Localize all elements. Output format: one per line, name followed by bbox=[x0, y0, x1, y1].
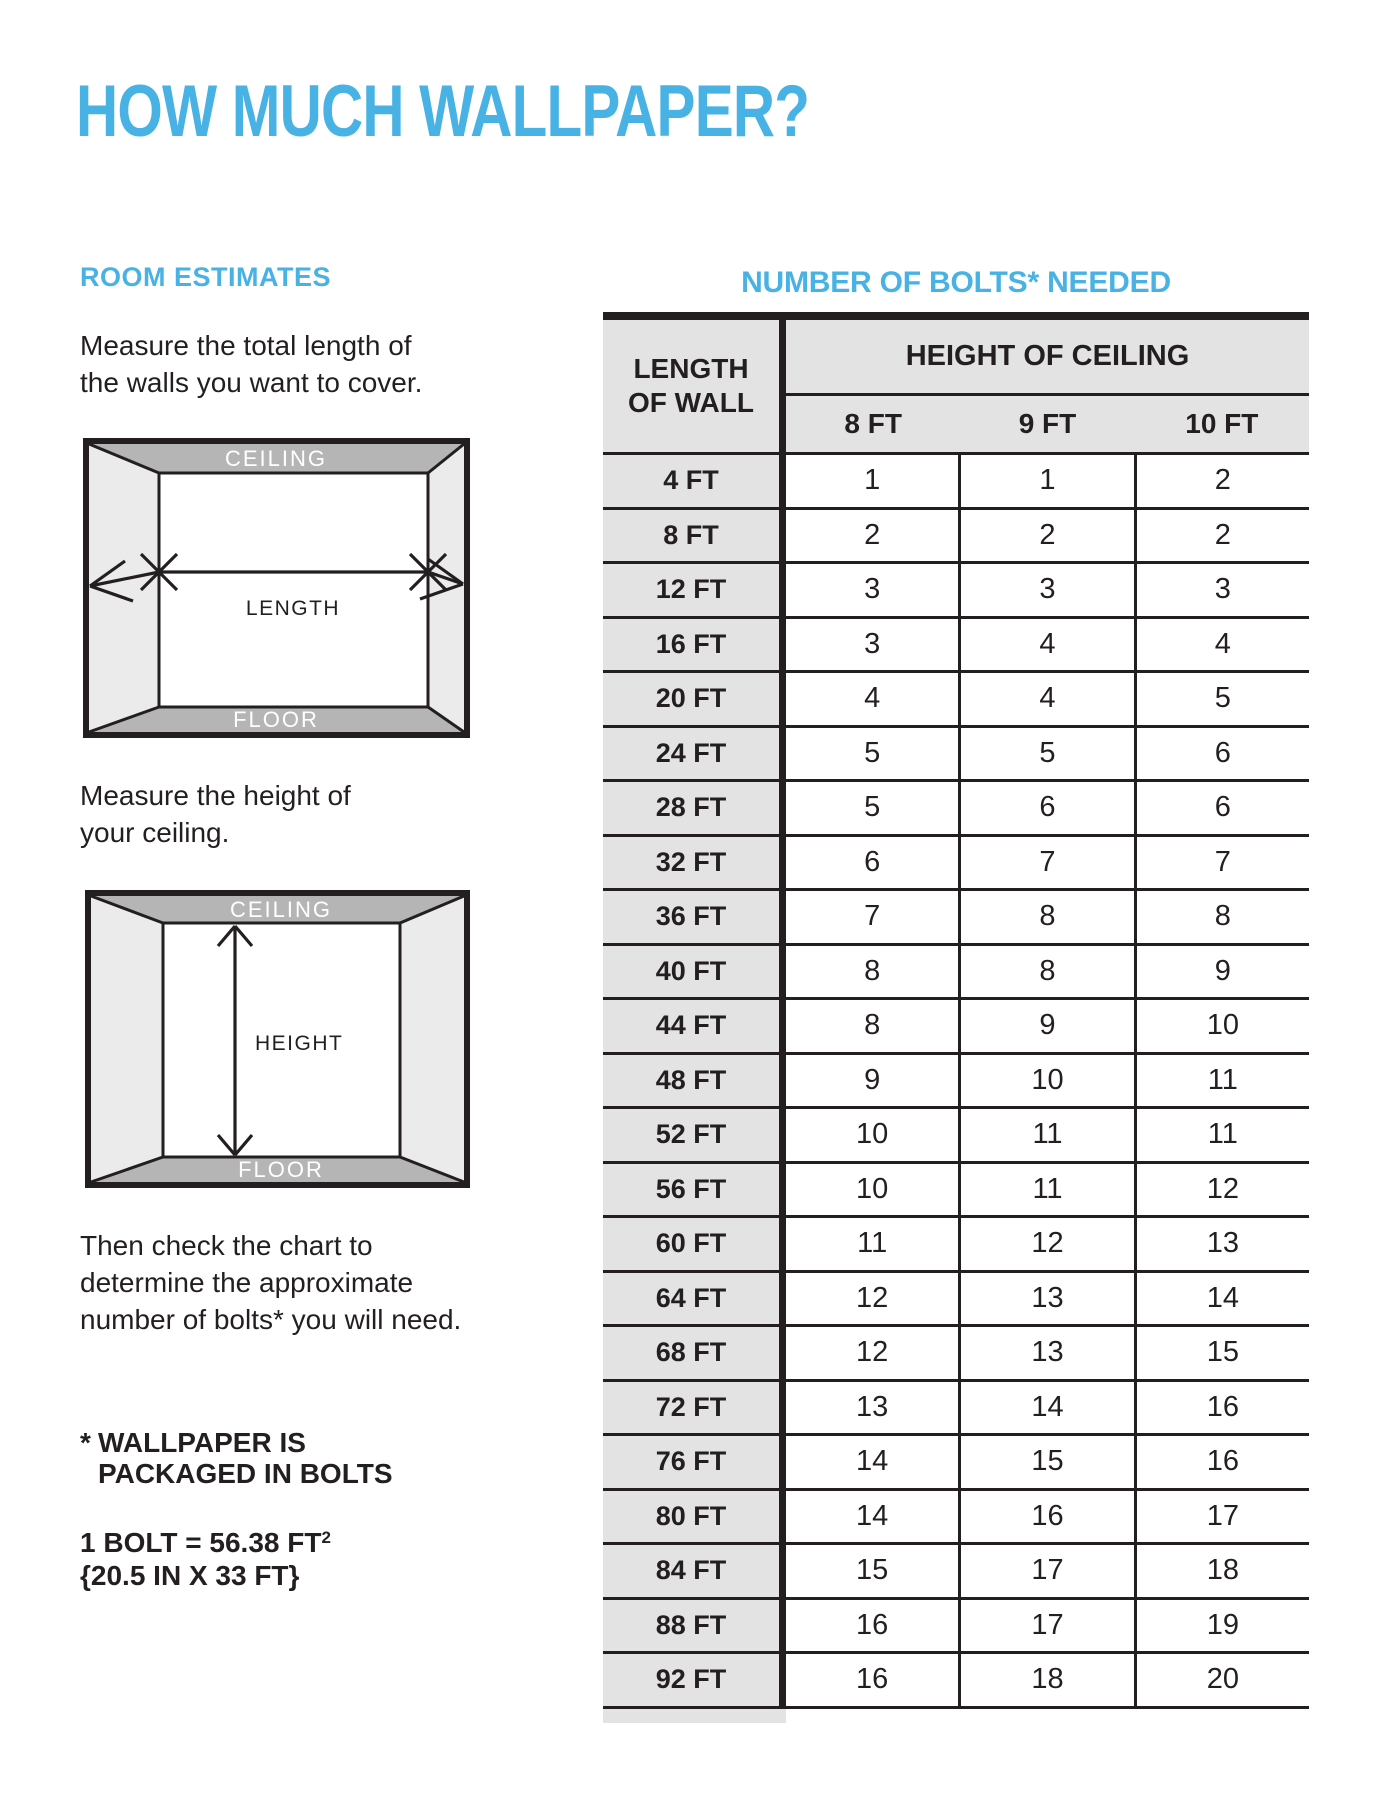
bolt-count-cell: 10 bbox=[1134, 1000, 1309, 1052]
bolt-count-cell: 12 bbox=[786, 1273, 958, 1325]
instruction-line: number of bolts* you will need. bbox=[80, 1304, 462, 1335]
table-header bbox=[603, 320, 1309, 455]
wall-length-label: 92 FT bbox=[603, 1654, 786, 1706]
measure-height-instruction bbox=[80, 777, 351, 851]
table-row bbox=[603, 782, 1309, 837]
bolt-count-cell: 18 bbox=[1134, 1545, 1309, 1597]
wall-length-label: 68 FT bbox=[603, 1327, 786, 1379]
table-row bbox=[603, 619, 1309, 674]
bolt-count-cell: 17 bbox=[958, 1545, 1133, 1597]
bolt-count-cell: 13 bbox=[958, 1273, 1133, 1325]
wall-length-label: 20 FT bbox=[603, 673, 786, 725]
bolt-count-cell: 1 bbox=[786, 455, 958, 507]
bolt-count-cell: 6 bbox=[958, 782, 1133, 834]
table-row bbox=[603, 1600, 1309, 1655]
height-of-ceiling-header: HEIGHT OF CEILING bbox=[786, 320, 1309, 396]
table-row bbox=[603, 891, 1309, 946]
wall-length-label: 4 FT bbox=[603, 455, 786, 507]
instruction-line: determine the approximate bbox=[80, 1267, 414, 1298]
bolt-equation: 1 BOLT = 56.38 $FT^2$ bbox=[80, 1527, 331, 1558]
bolt-count-cell: 3 bbox=[786, 619, 958, 671]
table-row bbox=[603, 673, 1309, 728]
bolt-count-cell: 8 bbox=[1134, 891, 1309, 943]
bolt-count-cell: 2 bbox=[786, 510, 958, 562]
wall-length-label: 52 FT bbox=[603, 1109, 786, 1161]
bolt-count-cell: 9 bbox=[1134, 946, 1309, 998]
wall-length-label: 36 FT bbox=[603, 891, 786, 943]
bolt-count-cell: 6 bbox=[1134, 782, 1309, 834]
bolt-count-cell: 11 bbox=[1134, 1109, 1309, 1161]
table-row bbox=[603, 837, 1309, 892]
bolt-count-cell: 5 bbox=[786, 728, 958, 780]
bolt-count-cell: 2 bbox=[1134, 455, 1309, 507]
instruction-line: Measure the height of bbox=[80, 780, 351, 811]
check-chart-instruction bbox=[80, 1227, 461, 1338]
room-height-diagram bbox=[85, 890, 470, 1188]
bolt-count-cell: 2 bbox=[958, 510, 1133, 562]
bolt-count-cell: 16 bbox=[786, 1600, 958, 1652]
bolt-count-cell: 9 bbox=[958, 1000, 1133, 1052]
table-row bbox=[603, 1436, 1309, 1491]
instruction-line: the walls you want to cover. bbox=[80, 367, 423, 398]
column-header-8ft: 8 FT bbox=[844, 408, 902, 439]
bolt-count-cell: 13 bbox=[958, 1327, 1133, 1379]
table-body bbox=[603, 455, 1309, 1709]
back-wall bbox=[159, 473, 428, 707]
bolt-count-cell: 12 bbox=[958, 1218, 1133, 1270]
bolt-count-cell: 14 bbox=[786, 1436, 958, 1488]
table-row bbox=[603, 1055, 1309, 1110]
instruction-line: Measure the total length of bbox=[80, 330, 412, 361]
bolt-count-cell: 4 bbox=[786, 673, 958, 725]
squared-superscript: 2 bbox=[321, 1528, 331, 1547]
header-line: OF WALL bbox=[628, 387, 754, 418]
table-row bbox=[603, 455, 1309, 510]
table-row bbox=[603, 564, 1309, 619]
wall-length-label: 80 FT bbox=[603, 1491, 786, 1543]
table-row bbox=[603, 1000, 1309, 1055]
bolt-count-cell: 11 bbox=[958, 1109, 1133, 1161]
wall-length-label: 40 FT bbox=[603, 946, 786, 998]
footnote-text bbox=[98, 1427, 393, 1489]
room-length-diagram bbox=[83, 438, 470, 738]
bolt-count-cell: 4 bbox=[1134, 619, 1309, 671]
ceiling-height-columns bbox=[786, 396, 1309, 452]
wall-length-label: 76 FT bbox=[603, 1436, 786, 1488]
bolt-count-cell: 11 bbox=[786, 1218, 958, 1270]
table-row bbox=[603, 1218, 1309, 1273]
bolt-count-cell: 13 bbox=[786, 1382, 958, 1434]
wall-length-label: 64 FT bbox=[603, 1273, 786, 1325]
floor-label: FLOOR bbox=[238, 1157, 324, 1182]
bolt-count-cell: 6 bbox=[786, 837, 958, 889]
instruction-line: your ceiling. bbox=[80, 817, 230, 848]
footnote-line: WALLPAPER IS bbox=[98, 1427, 306, 1458]
wall-length-label: 56 FT bbox=[603, 1164, 786, 1216]
ceiling-label: CEILING bbox=[224, 446, 328, 471]
bolt-count-cell: 17 bbox=[1134, 1491, 1309, 1543]
bolt-count-cell: 16 bbox=[1134, 1382, 1309, 1434]
room-estimates-heading: ROOM ESTIMATES bbox=[80, 262, 332, 292]
bolt-count-cell: 7 bbox=[958, 837, 1133, 889]
asterisk: * bbox=[80, 1427, 91, 1458]
bolt-count-cell: 3 bbox=[1134, 564, 1309, 616]
wall-length-label: 60 FT bbox=[603, 1218, 786, 1270]
bolt-count-cell: 18 bbox=[958, 1654, 1133, 1706]
bolt-dimensions: {20.5 IN X 33 FT} bbox=[80, 1560, 300, 1591]
bolt-count-cell: 19 bbox=[1134, 1600, 1309, 1652]
bolt-count-cell: 7 bbox=[786, 891, 958, 943]
column-header-10ft: 10 FT bbox=[1185, 408, 1259, 439]
bolt-count-cell: 10 bbox=[958, 1055, 1133, 1107]
bolt-count-cell: 4 bbox=[958, 673, 1133, 725]
bolt-count-cell: 15 bbox=[1134, 1327, 1309, 1379]
bolt-count-cell: 8 bbox=[786, 946, 958, 998]
height-label: HEIGHT bbox=[255, 1032, 344, 1055]
wall-length-label: 12 FT bbox=[603, 564, 786, 616]
header-line: LENGTH bbox=[633, 353, 749, 384]
bolt-count-cell: 17 bbox=[958, 1600, 1133, 1652]
bolt-count-cell: 8 bbox=[958, 946, 1133, 998]
table-row bbox=[603, 1382, 1309, 1437]
bolt-count-cell: 16 bbox=[958, 1491, 1133, 1543]
bolt-count-cell: 5 bbox=[958, 728, 1133, 780]
table-row bbox=[603, 1491, 1309, 1546]
column-header-9ft: 9 FT bbox=[1018, 408, 1077, 439]
bolt-count-cell: 11 bbox=[1134, 1055, 1309, 1107]
wall-length-label: 32 FT bbox=[603, 837, 786, 889]
bolt-count-cell: 16 bbox=[786, 1654, 958, 1706]
bolt-count-cell: 1 bbox=[958, 455, 1133, 507]
ceiling-header-group bbox=[786, 320, 1309, 452]
bolt-count-cell: 11 bbox=[958, 1164, 1133, 1216]
bolt-count-cell: 3 bbox=[958, 564, 1133, 616]
bolt-count-cell: 6 bbox=[1134, 728, 1309, 780]
table-row bbox=[603, 1545, 1309, 1600]
wall-length-label: 44 FT bbox=[603, 1000, 786, 1052]
bolt-count-cell: 3 bbox=[786, 564, 958, 616]
bolt-count-cell: 15 bbox=[786, 1545, 958, 1597]
page-title: HOW MUCH WALLPAPER? bbox=[76, 71, 810, 152]
bolts-table bbox=[603, 312, 1309, 1723]
table-row bbox=[603, 1654, 1309, 1709]
floor-label: FLOOR bbox=[233, 707, 319, 732]
measure-length-instruction bbox=[80, 327, 422, 401]
bolt-count-cell: 7 bbox=[1134, 837, 1309, 889]
bolt-count-cell: 8 bbox=[786, 1000, 958, 1052]
wall-length-label: 88 FT bbox=[603, 1600, 786, 1652]
bolt-count-cell: 5 bbox=[786, 782, 958, 834]
wall-length-label: 48 FT bbox=[603, 1055, 786, 1107]
bolt-count-cell: 13 bbox=[1134, 1218, 1309, 1270]
ceiling-label: CEILING bbox=[229, 897, 333, 922]
bolt-count-cell: 4 bbox=[958, 619, 1133, 671]
length-of-wall-header bbox=[603, 320, 786, 452]
table-footer-stub bbox=[603, 1709, 786, 1723]
table-row bbox=[603, 1164, 1309, 1219]
bolt-count-cell: 10 bbox=[786, 1164, 958, 1216]
instruction-line: Then check the chart to bbox=[80, 1230, 373, 1261]
table-row bbox=[603, 510, 1309, 565]
table-row bbox=[603, 728, 1309, 783]
bolt-count-cell: 15 bbox=[958, 1436, 1133, 1488]
wall-length-label: 8 FT bbox=[603, 510, 786, 562]
bolt-spec bbox=[80, 1521, 331, 1592]
packaging-footnote bbox=[80, 1427, 393, 1489]
wall-length-label: 24 FT bbox=[603, 728, 786, 780]
bolt-count-cell: 8 bbox=[958, 891, 1133, 943]
bolt-count-cell: 20 bbox=[1134, 1654, 1309, 1706]
table-row bbox=[603, 1327, 1309, 1382]
bolt-count-cell: 10 bbox=[786, 1109, 958, 1161]
bolt-count-cell: 5 bbox=[1134, 673, 1309, 725]
wall-length-label: 72 FT bbox=[603, 1382, 786, 1434]
bolt-count-cell: 14 bbox=[958, 1382, 1133, 1434]
wall-length-label: 84 FT bbox=[603, 1545, 786, 1597]
bolt-count-cell: 12 bbox=[786, 1327, 958, 1379]
table-row bbox=[603, 1109, 1309, 1164]
bolt-count-cell: 14 bbox=[786, 1491, 958, 1543]
table-row bbox=[603, 1273, 1309, 1328]
bolt-count-cell: 16 bbox=[1134, 1436, 1309, 1488]
bolt-count-cell: 12 bbox=[1134, 1164, 1309, 1216]
right-wall bbox=[400, 896, 464, 1182]
bolt-count-cell: 2 bbox=[1134, 510, 1309, 562]
footnote-line: PACKAGED IN BOLTS bbox=[98, 1458, 393, 1489]
bolt-count-cell: 14 bbox=[1134, 1273, 1309, 1325]
bolt-count-cell: 9 bbox=[786, 1055, 958, 1107]
left-wall bbox=[91, 896, 163, 1182]
table-row bbox=[603, 946, 1309, 1001]
length-label: LENGTH bbox=[245, 597, 341, 620]
wall-length-label: 28 FT bbox=[603, 782, 786, 834]
wall-length-label: 16 FT bbox=[603, 619, 786, 671]
bolts-table-heading: NUMBER OF BOLTS* NEEDED bbox=[741, 266, 1171, 299]
